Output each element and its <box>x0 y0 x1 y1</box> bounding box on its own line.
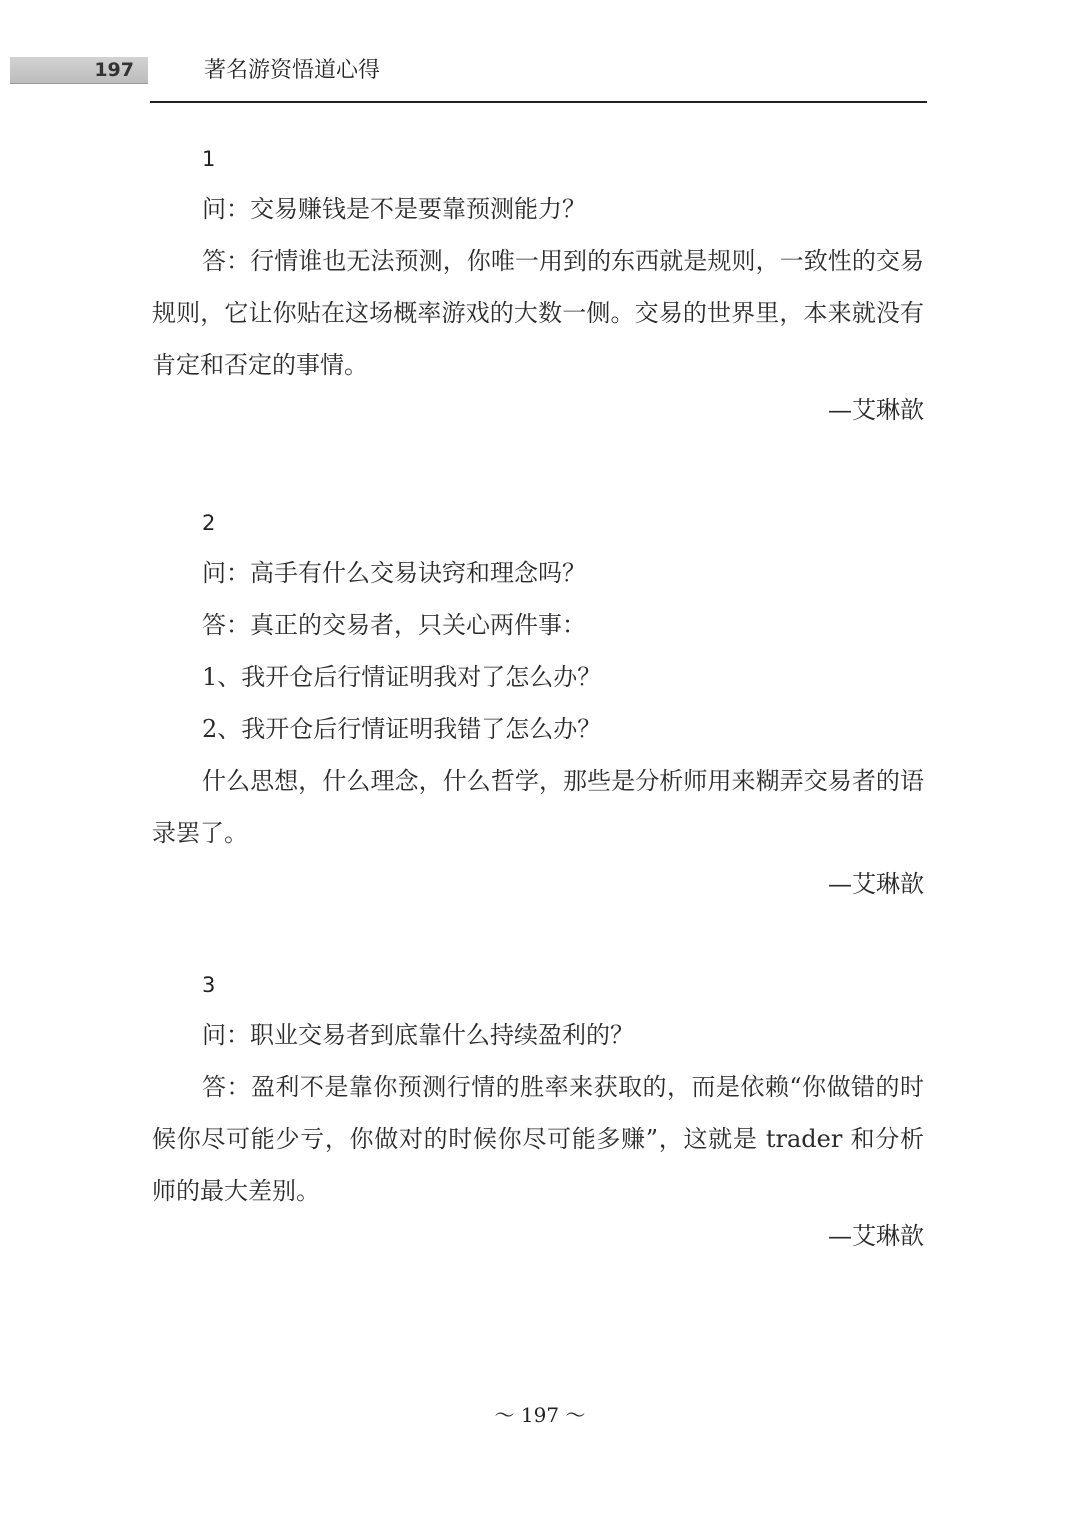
entry-author: —艾琳歆 <box>828 870 924 898</box>
header-title: 著名游资悟道心得 <box>204 58 381 83</box>
entry-point: 2、我开仓后行情证明我错了怎么办？ <box>202 715 602 743</box>
entry-point: 1、我开仓后行情证明我对了怎么办？ <box>202 663 602 691</box>
entry-closing: 什么思想，什么理念，什么哲学，那些是分析师用来糊弄交易者的语录罢了。 <box>152 767 924 847</box>
page-number-tab <box>10 57 148 84</box>
entry-number: 2 <box>202 511 216 535</box>
qa-entry-2 <box>152 509 924 899</box>
entry-number: 3 <box>202 973 216 997</box>
entry-author: —艾琳歆 <box>828 1222 924 1250</box>
qa-entry-3 <box>152 971 924 1251</box>
qa-entry-1 <box>152 145 924 425</box>
header-divider <box>150 101 927 103</box>
header-page-number: 197 <box>94 59 134 81</box>
entry-question: 问：高手有什么交易诀窍和理念吗？ <box>202 559 586 587</box>
entry-question: 问：交易赚钱是不是要靠预测能力？ <box>202 195 586 223</box>
entry-answer: 答：盈利不是靠你预测行情的胜率来获取的，而是依赖“你做错的时候你尽可能少亏，你做对的时候你尽可能多赚”，这就是 trader 和分析师的最大差别。 <box>152 1073 924 1205</box>
entry-answer-intro: 答：真正的交易者，只关心两件事： <box>202 611 586 639</box>
entry-number: 1 <box>202 147 216 171</box>
footer-page-number: ～ 197 ～ <box>494 1403 586 1427</box>
entry-author: —艾琳歆 <box>828 396 924 424</box>
entry-answer: 答：行情谁也无法预测，你唯一用到的东西就是规则，一致性的交易规则，它让你贴在这场概率游戏的大数一侧。交易的世界里，本来就没有肯定和否定的事情。 <box>152 247 924 379</box>
entry-question: 问：职业交易者到底靠什么持续盈利的？ <box>202 1021 634 1049</box>
